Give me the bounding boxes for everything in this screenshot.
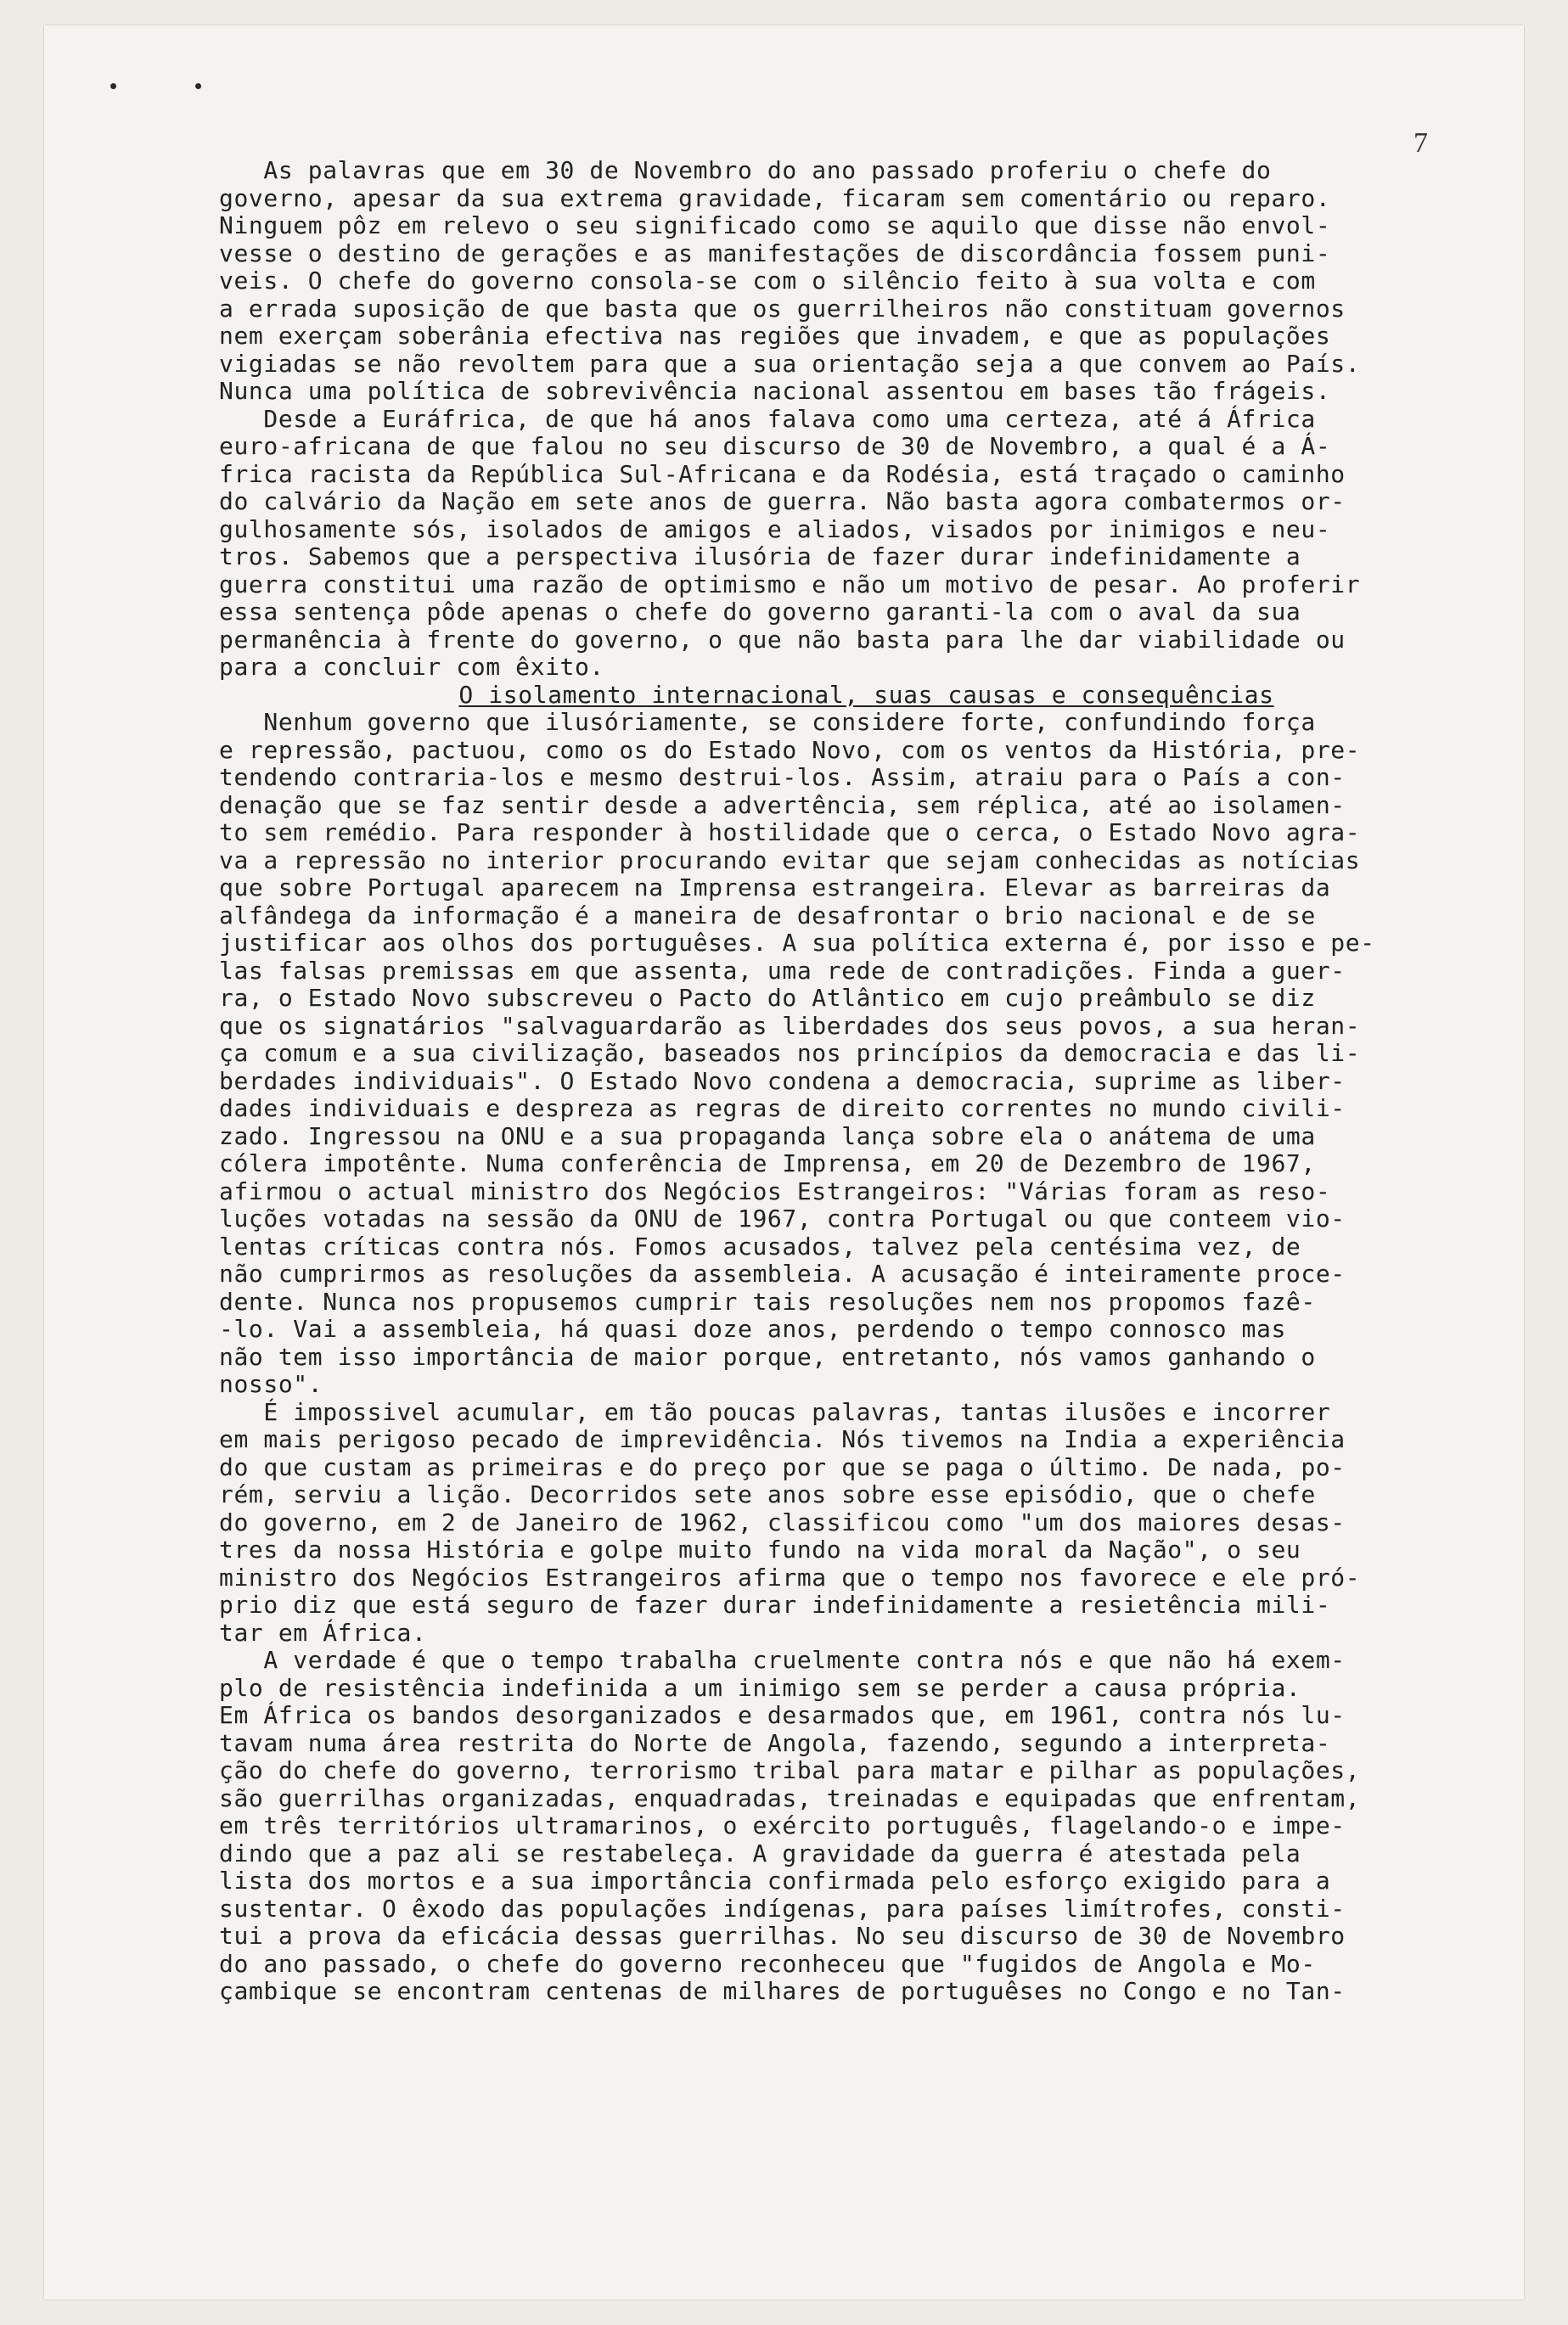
text-line: prio diz que está seguro de fazer durar indefinidamente a resietência mili- <box>219 1591 1331 1619</box>
text-line: Nunca uma política de sobrevivência nacional assentou em bases tão frágeis. <box>219 377 1331 405</box>
text-line: essa sentença pôde apenas o chefe do governo garanti-la com o aval da sua <box>219 598 1301 626</box>
text-line: gulhosamente sós, isolados de amigos e aliados, visados por inimigos e neu- <box>219 514 1331 543</box>
text-line: rém, serviu a lição. Decorridos sete anos sobre esse episódio, que o chefe <box>219 1480 1316 1508</box>
text-line: zado. Ingressou na ONU e a sua propaganda lança sobre ela o anátema de uma <box>219 1121 1316 1150</box>
text-line: para a concluir com êxito. <box>219 653 604 681</box>
text-line: ministro dos Negócios Estrangeiros afirma que o tempo nos favorece e ele pró- <box>219 1563 1361 1592</box>
text-line: frica racista da República Sul-Africana e da Rodésia, está traçado o caminho <box>219 459 1346 488</box>
text-line: afirmou o actual ministro dos Negócios Estrangeiros: "Várias foram as reso- <box>219 1177 1331 1205</box>
text-line: dindo que a paz ali se restabeleça. A gravidade da guerra é atestada pela <box>219 1839 1301 1867</box>
text-line: são guerrilhas organizadas, enquadradas, treinadas e equipadas que enfrentam, <box>219 1783 1361 1812</box>
text-line: Desde a Euráfrica, de que há anos falava como uma certeza, até á África <box>219 404 1316 433</box>
text-line: tros. Sabemos que a perspectiva ilusória de fazer durar indefinidamente a <box>219 542 1301 570</box>
text-line: tui a prova da eficácia dessas guerrilhas. No seu discurso de 30 de Novembro <box>219 1922 1346 1950</box>
text-line: em três territórios ultramarinos, o exército português, flagelando-o e impe- <box>219 1811 1346 1839</box>
text-line: ra, o Estado Novo subscreveu o Pacto do Atlântico em cujo preâmbulo se diz <box>219 984 1316 1012</box>
text-line: guerra constitui uma razão de optimismo e não um motivo de pesar. Ao proferir <box>219 570 1361 598</box>
text-line: veis. O chefe do governo consola-se com o silêncio feito à sua volta e com <box>219 267 1316 295</box>
text-line: sustentar. O êxodo das populações indígenas, para países limítrofes, consti- <box>219 1894 1346 1923</box>
text-line: çambique se encontram centenas de milhares de portuguêses no Congo e no Tan- <box>219 1977 1346 2005</box>
text-line: nosso". <box>219 1370 323 1398</box>
punch-mark <box>110 83 116 89</box>
text-line: do que custam as primeiras e do preço por que se paga o último. De nada, po- <box>219 1452 1346 1481</box>
text-line: e repressão, pactuou, como os do Estado Novo, com os ventos da História, pre- <box>219 735 1361 764</box>
paragraph-1 <box>219 157 1514 406</box>
text-line: em mais perigoso pecado de imprevidência. Nós tivemos na India a experiência <box>219 1425 1346 1453</box>
text-line: -lo. Vai a assembleia, há quasi doze anos, perdendo o tempo connosco mas <box>219 1315 1286 1343</box>
text-line: vigiadas se não revoltem para que a sua orientação seja a que convem ao País. <box>219 349 1361 378</box>
text-line: Em África os bandos desorganizados e desarmados que, em 1961, contra nós lu- <box>219 1701 1346 1729</box>
text-line: tendendo contraria-los e mesmo destrui-los. Assim, atraiu para o País a con- <box>219 763 1346 791</box>
text-line: euro-africana de que falou no seu discurso de 30 de Novembro, a qual é a Á- <box>219 432 1331 460</box>
text-line: tres da nossa História e golpe muito fundo na vida moral da Nação", o seu <box>219 1536 1301 1564</box>
text-line: dente. Nunca nos propusemos cumprir tais resoluções nem nos propomos fazê- <box>219 1287 1316 1316</box>
text-line: governo, apesar da sua extrema gravidade, ficaram sem comentário ou reparo. <box>219 183 1331 212</box>
text-line: do governo, em 2 de Janeiro de 1962, classificou como "um dos maiores desas- <box>219 1508 1346 1536</box>
text-line: las falsas premissas em que assenta, uma rede de contradições. Finda a guer- <box>219 956 1346 985</box>
text-line: cólera impotênte. Numa conferência de Imprensa, em 20 de Dezembro de 1967, <box>219 1149 1316 1177</box>
text-line: ção do chefe do governo, terrorismo tribal para matar e pilhar as populações, <box>219 1756 1361 1784</box>
paragraph-5 <box>219 1647 1514 2006</box>
text-line: a errada suposição de que basta que os guerrilheiros não constituam governos <box>219 294 1346 323</box>
text-line: nem exerçam soberânia efectiva nas regiões que invadem, e que as populações <box>219 322 1331 350</box>
text-line: luções votadas na sessão da ONU de 1967, contra Portugal ou que conteem vio- <box>219 1205 1346 1233</box>
text-line: vesse o destino de gerações e as manifestações de discordância fossem puni- <box>219 239 1331 267</box>
text-line: lista dos mortos e a sua importância confirmada pelo esforço exigido para a <box>219 1867 1331 1895</box>
page-number: 7 <box>1413 127 1428 159</box>
text-line: permanência à frente do governo, o que não basta para lhe dar viabilidade ou <box>219 625 1346 654</box>
text-line: Nenhum governo que ilusóriamente, se considere forte, confundindo força <box>219 708 1316 736</box>
text-line: alfândega da informação é a maneira de desafrontar o brio nacional e de se <box>219 901 1316 929</box>
text-line: lentas críticas contra nós. Fomos acusados, talvez pela centésima vez, de <box>219 1232 1301 1261</box>
section-heading: O isolamento internacional, suas causas e consequências <box>458 680 1274 709</box>
text-line: É impossivel acumular, em tão poucas palavras, tantas ilusões e incorrer <box>219 1397 1331 1426</box>
text-line: que os signatários "salvaguardarão as liberdades dos seus povos, a sua heran- <box>219 1011 1361 1040</box>
text-line: plo de resistência indefinida a um inimigo sem se perder a causa própria. <box>219 1673 1301 1702</box>
text-line: do ano passado, o chefe do governo reconheceu que "fugidos de Angola e Mo- <box>219 1949 1316 1978</box>
text-line: justificar aos olhos dos portuguêses. A sua política externa é, por isso e pe- <box>219 929 1375 957</box>
text-line: que sobre Portugal aparecem na Imprensa estrangeira. Elevar as barreiras da <box>219 873 1331 901</box>
text-line: Ninguem pôz em relevo o seu significado como se aquilo que disse não envol- <box>219 211 1331 239</box>
paragraph-3 <box>219 709 1514 1399</box>
punch-mark <box>195 83 201 89</box>
text-line: A verdade é que o tempo trabalha cruelmente contra nós e que não há exem- <box>219 1646 1346 1674</box>
text-line: tar em África. <box>219 1618 427 1647</box>
text-line: não tem isso importância de maior porque, entretanto, nós vamos ganhando o <box>219 1342 1316 1371</box>
text-line: não cumprirmos as resoluções da assembleia. A acusação é inteiramente proce- <box>219 1260 1346 1288</box>
text-line: tavam numa área restrita do Norte de Angola, fazendo, segundo a interpreta- <box>219 1728 1331 1757</box>
text-line: va a repressão no interior procurando evitar que sejam conhecidas as notícias <box>219 845 1361 874</box>
text-line: berdades individuais". O Estado Novo condena a democracia, suprime as liber- <box>219 1066 1346 1095</box>
text-line: ça comum e a sua civilização, baseados nos princípios da democracia e das li- <box>219 1039 1361 1067</box>
text-line: dades individuais e despreza as regras de direito correntes no mundo civili- <box>219 1094 1346 1122</box>
text-line: do calvário da Nação em sete anos de guerra. Não basta agora combatermos or- <box>219 487 1346 515</box>
paragraph-2 <box>219 406 1514 682</box>
text-line: As palavras que em 30 de Novembro do ano passado proferiu o chefe do <box>219 156 1272 184</box>
paragraph-4 <box>219 1399 1514 1648</box>
text-line: to sem remédio. Para responder à hostilidade que o cerca, o Estado Novo agra- <box>219 818 1361 846</box>
text-line: denação que se faz sentir desde a advertência, sem réplica, até ao isolamen- <box>219 790 1346 819</box>
document-body <box>219 157 1514 2006</box>
